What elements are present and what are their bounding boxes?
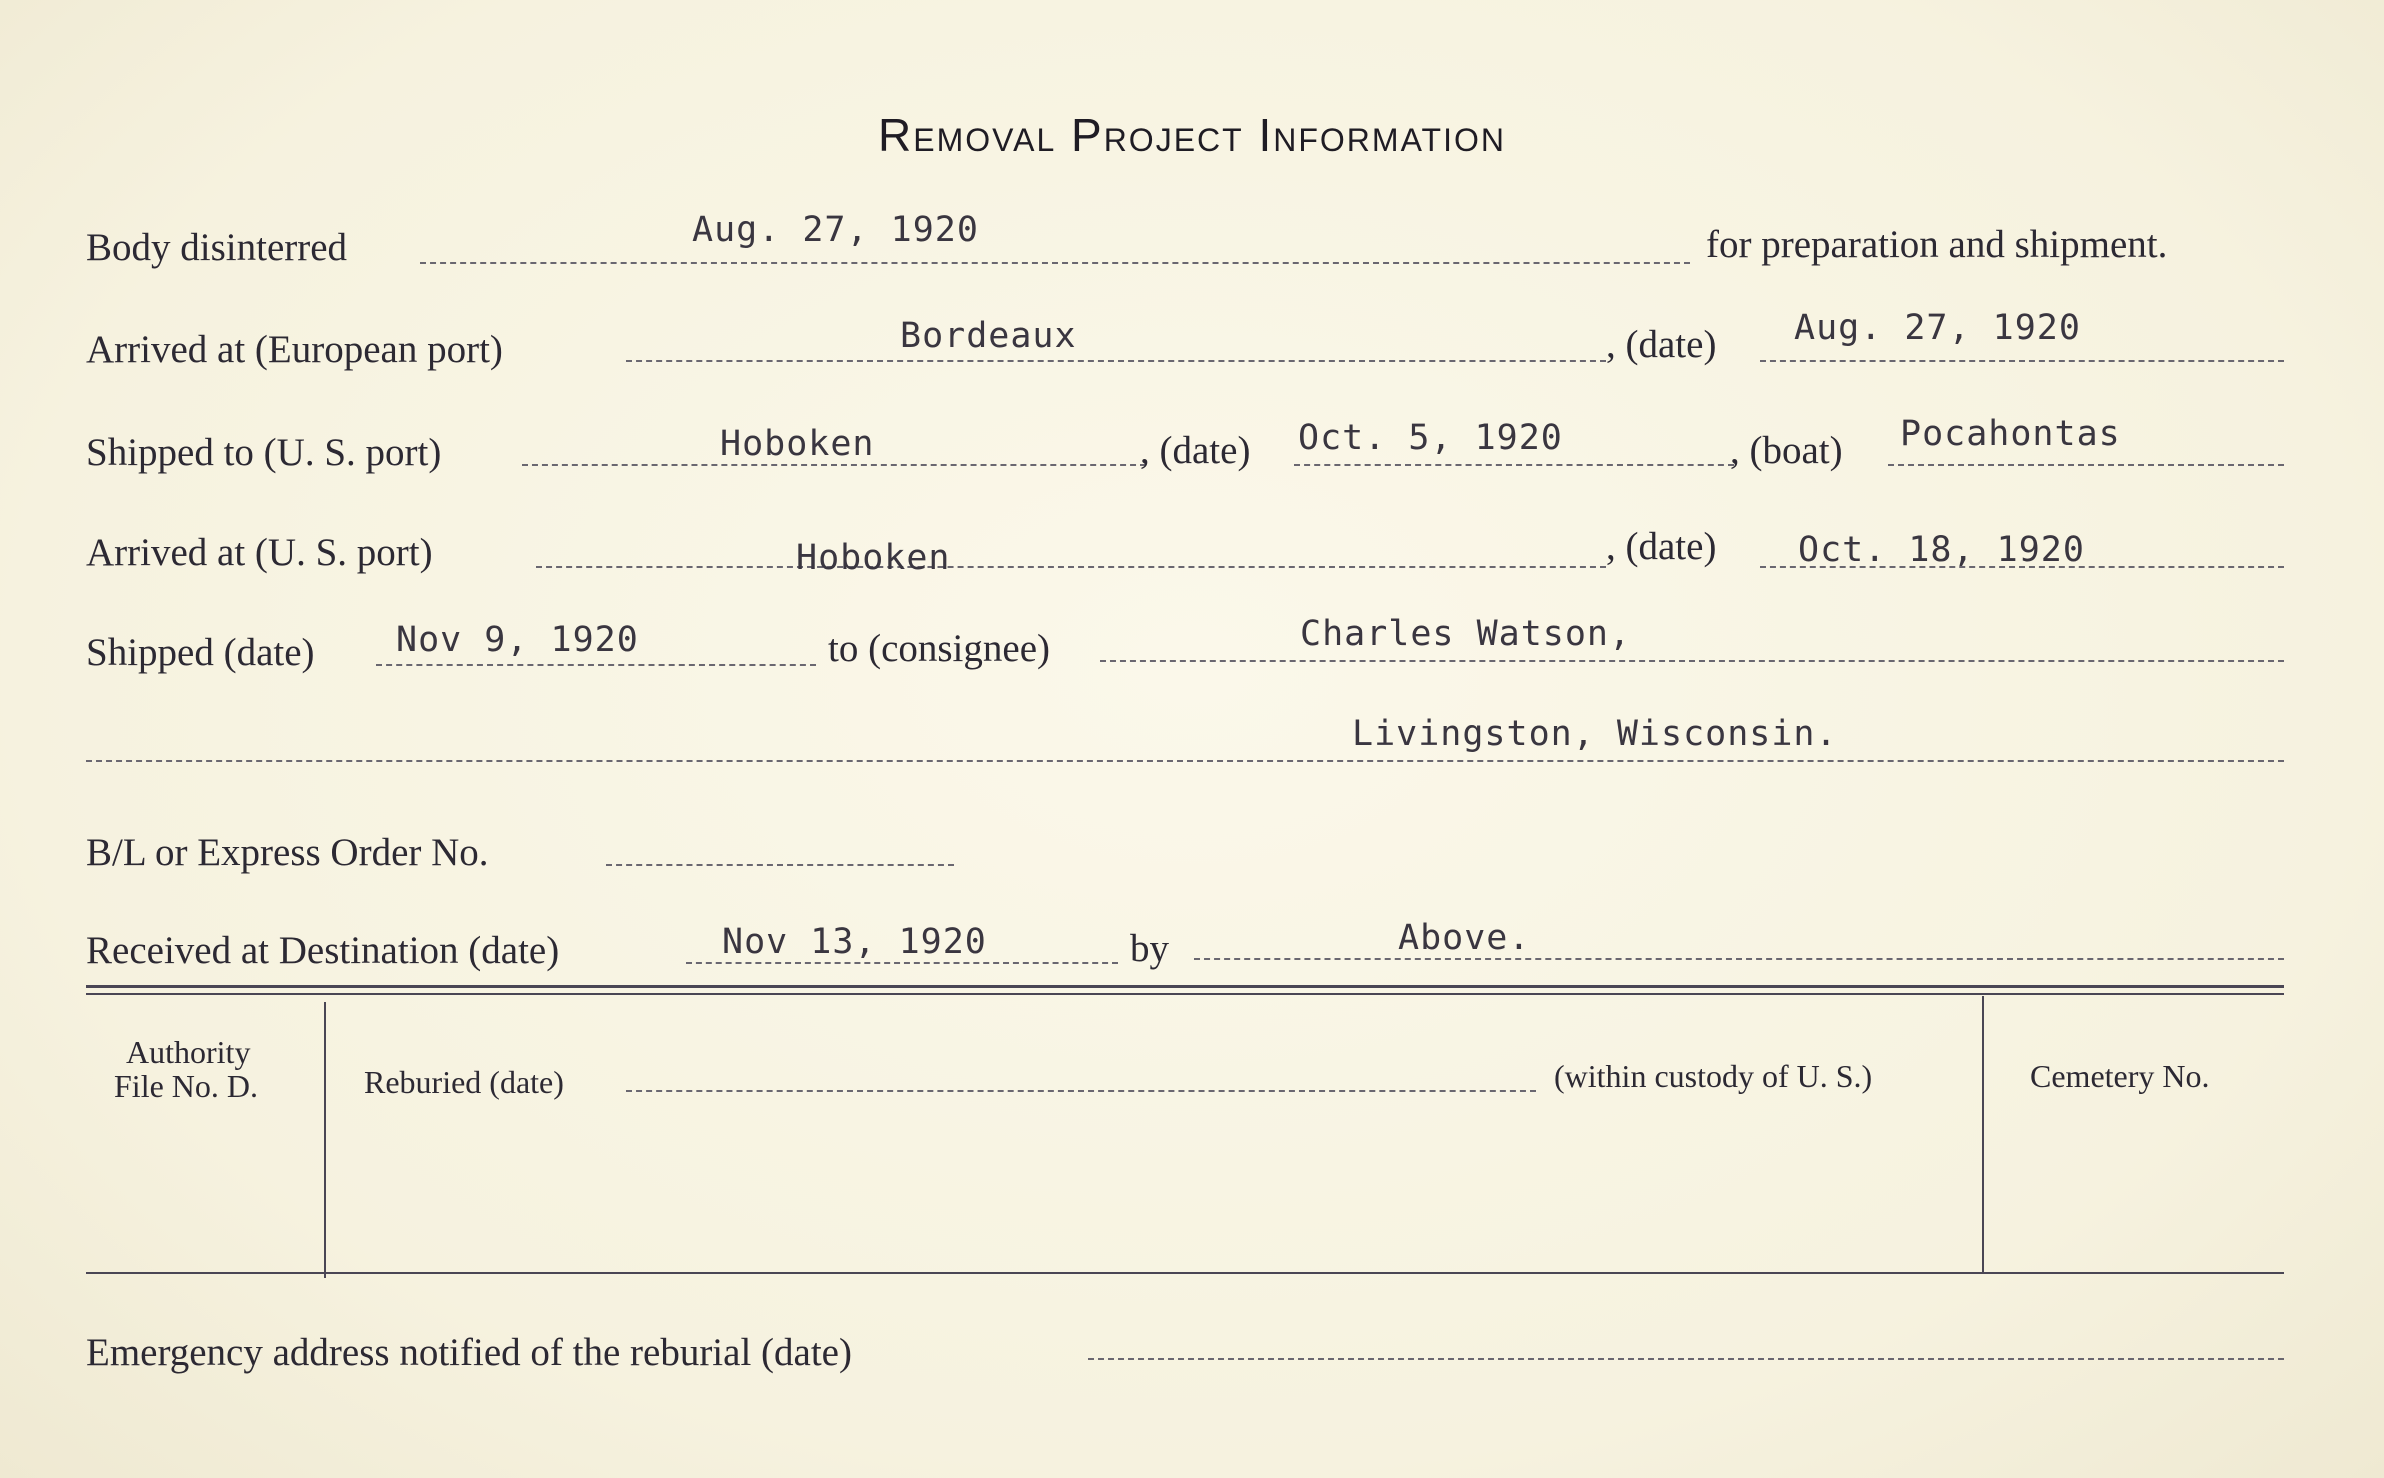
arrived-date-label: , (date) [1606,525,1717,568]
shipped-date-row-line [376,664,816,666]
shipped-date-line [1294,464,1734,466]
cemetery-label: Cemetery No. [2030,1058,2210,1094]
by-line [1194,958,2284,960]
table-top-rule-2 [86,993,2284,995]
body-disinterred-line [420,262,1690,264]
us-port-shipped-label: Shipped to (U. S. port) [86,431,442,474]
table-divider-right [1982,996,1984,1272]
table-bottom-rule [86,1272,2284,1274]
consignee-value: Charles Watson, [1300,614,1632,654]
body-disinterred-value: Aug. 27, 1920 [692,210,979,250]
us-port-arrived-label: Arrived at (U. S. port) [86,531,433,574]
received-destination-line [686,962,1118,964]
received-destination-label: Received at Destination (date) [86,929,560,972]
bl-express-order-line [606,864,954,866]
by-label: by [1130,927,1169,970]
card-title: Removal Project Information [878,109,1506,161]
shipped-date-value: Oct. 5, 1920 [1298,418,1563,458]
reburied-line [626,1090,1536,1092]
received-destination-value: Nov 13, 1920 [722,922,987,962]
authority-label: Authority [126,1034,251,1070]
us-port-shipped-line [522,464,1146,466]
consignee-label: to (consignee) [828,627,1051,670]
european-date-label: , (date) [1606,323,1717,366]
preparation-shipment-label: for preparation and shipment. [1706,223,2168,266]
boat-line [1888,464,2284,466]
us-port-arrived-line [536,566,1606,568]
boat-label: , (boat) [1730,429,1843,472]
us-port-shipped-value: Hoboken [720,424,875,464]
european-port-value: Bordeaux [900,316,1077,356]
boat-value: Pocahontas [1900,414,2121,454]
table-top-rule [86,985,2284,988]
shipped-date-row-label: Shipped (date) [86,631,315,674]
european-port-line [626,360,1606,362]
emergency-label: Emergency address notified of the reburial (date) [86,1331,852,1374]
custody-label: (within custody of U. S.) [1554,1058,1873,1094]
shipped-date-row-value: Nov 9, 1920 [396,620,639,660]
reburied-label: Reburied (date) [364,1064,564,1100]
european-port-label: Arrived at (European port) [86,328,503,371]
arrived-date-value: Oct. 18, 1920 [1798,530,2085,570]
consignee-address-value: Livingston, Wisconsin. [1352,714,1838,754]
shipped-date-label: , (date) [1140,429,1251,472]
by-value: Above. [1398,918,1531,958]
european-date-line [1760,360,2284,362]
consignee-line [1100,660,2284,662]
table-divider-left [324,1002,326,1278]
emergency-line [1088,1358,2284,1360]
consignee-address-line [86,760,2284,762]
us-port-arrived-value: Hoboken [796,538,951,578]
authority-file-label: File No. D. [114,1068,258,1104]
bl-express-order-label: B/L or Express Order No. [86,831,489,874]
body-disinterred-label: Body disinterred [86,226,348,269]
european-date-value: Aug. 27, 1920 [1794,308,2081,348]
